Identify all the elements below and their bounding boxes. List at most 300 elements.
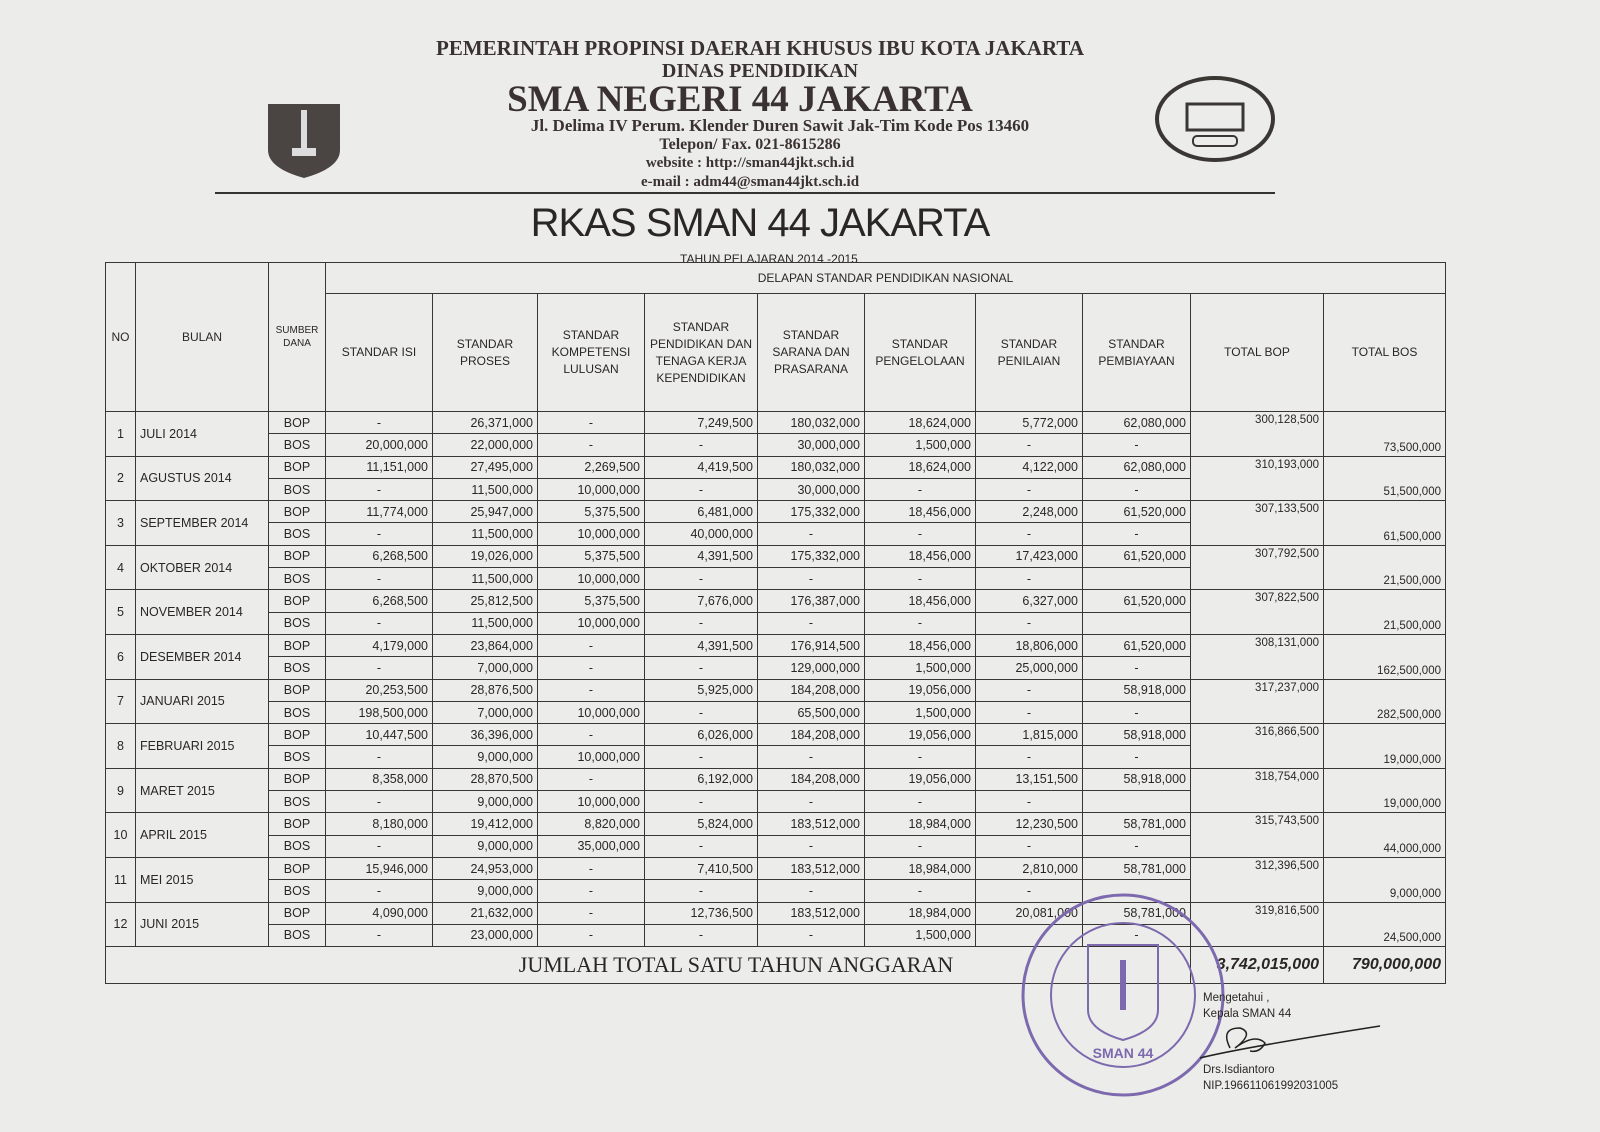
value-cell: 4,391,500 — [645, 545, 758, 567]
value-cell: 18,456,000 — [865, 501, 976, 523]
value-cell: 10,000,000 — [538, 612, 645, 634]
value-cell: - — [538, 902, 645, 924]
source-label: BOS — [269, 612, 326, 634]
total-bop-cell: 308,131,000 — [1191, 634, 1324, 679]
value-cell: 58,781,000 — [1083, 902, 1191, 924]
value-cell: - — [758, 924, 865, 946]
table-row-bop — [106, 679, 1446, 701]
row-number: 8 — [106, 724, 136, 769]
row-month: AGUSTUS 2014 — [136, 456, 269, 501]
value-cell: 18,624,000 — [865, 456, 976, 478]
value-cell: - — [758, 612, 865, 634]
value-cell: 10,000,000 — [538, 568, 645, 590]
value-cell: 27,495,000 — [433, 456, 538, 478]
value-cell: 7,249,500 — [645, 412, 758, 434]
value-cell: - — [758, 746, 865, 768]
source-label: BOP — [269, 545, 326, 567]
source-label: BOS — [269, 791, 326, 813]
document-title — [0, 200, 1600, 246]
table-row-bop — [106, 902, 1446, 924]
value-cell: 40,000,000 — [645, 523, 758, 545]
total-bop-cell: 317,237,000 — [1191, 679, 1324, 724]
value-cell: 61,520,000 — [1083, 545, 1191, 567]
total-bos-cell: 19,000,000 — [1324, 768, 1446, 813]
value-cell: 23,000,000 — [433, 924, 538, 946]
value-cell: 184,208,000 — [758, 679, 865, 701]
source-label: BOS — [269, 657, 326, 679]
value-cell: 7,000,000 — [433, 657, 538, 679]
value-cell: 58,781,000 — [1083, 857, 1191, 879]
source-label: BOP — [269, 412, 326, 434]
value-cell: 1,500,000 — [865, 657, 976, 679]
total-bos-cell: 19,000,000 — [1324, 724, 1446, 769]
grand-total-row — [106, 947, 1446, 984]
value-cell: 18,624,000 — [865, 412, 976, 434]
value-cell: 19,056,000 — [865, 679, 976, 701]
value-cell: 6,192,000 — [645, 768, 758, 790]
value-cell: 180,032,000 — [758, 412, 865, 434]
value-cell: 19,412,000 — [433, 813, 538, 835]
source-label: BOP — [269, 590, 326, 612]
phone-line: Telepon/ Fax. 021-8615286 — [659, 136, 841, 153]
value-cell: 8,358,000 — [326, 768, 433, 790]
value-cell: - — [865, 568, 976, 590]
value-cell: - — [326, 835, 433, 857]
value-cell: 19,056,000 — [865, 768, 976, 790]
total-bop-cell: 316,866,500 — [1191, 724, 1324, 769]
value-cell: 58,918,000 — [1083, 768, 1191, 790]
government-line: PEMERINTAH PROPINSI DAERAH KHUSUS IBU KOTA JAKARTA — [436, 36, 1084, 60]
header-group: DELAPAN STANDAR PENDIDIKAN NASIONAL — [326, 263, 1446, 294]
value-cell: 58,918,000 — [1083, 724, 1191, 746]
value-cell: 183,512,000 — [758, 902, 865, 924]
total-bos-cell: 21,500,000 — [1324, 545, 1446, 590]
value-cell: 10,000,000 — [538, 478, 645, 500]
source-label: BOP — [269, 679, 326, 701]
value-cell: 18,456,000 — [865, 590, 976, 612]
email-line: e-mail : adm44@sman44jkt.sch.id — [640, 174, 860, 190]
website-line: website : http://sman44jkt.sch.id — [645, 155, 855, 171]
value-cell: 24,953,000 — [433, 857, 538, 879]
header-sumber-dana: SUMBER DANA — [269, 263, 326, 412]
value-cell: 5,375,500 — [538, 501, 645, 523]
total-bop-cell: 312,396,500 — [1191, 857, 1324, 902]
value-cell: - — [865, 835, 976, 857]
source-label: BOP — [269, 813, 326, 835]
value-cell: 8,820,000 — [538, 813, 645, 835]
approval-line-1: Mengetahui , — [1203, 992, 1270, 1004]
total-bos-cell: 282,500,000 — [1324, 679, 1446, 724]
value-cell: 19,026,000 — [433, 545, 538, 567]
value-cell: 183,512,000 — [758, 813, 865, 835]
value-cell: 9,000,000 — [433, 835, 538, 857]
table-row-bop — [106, 412, 1446, 434]
value-cell: - — [326, 657, 433, 679]
source-label: BOS — [269, 746, 326, 768]
total-bop-cell: 319,816,500 — [1191, 902, 1324, 947]
value-cell: 22,000,000 — [433, 434, 538, 456]
header-bulan: BULAN — [136, 263, 269, 412]
value-cell: 4,391,500 — [645, 634, 758, 656]
value-cell: 20,253,500 — [326, 679, 433, 701]
value-cell: - — [538, 857, 645, 879]
value-cell: 2,810,000 — [976, 857, 1083, 879]
table-row-bop — [106, 857, 1446, 879]
value-cell: - — [645, 612, 758, 634]
value-cell: - — [538, 679, 645, 701]
source-label: BOS — [269, 924, 326, 946]
value-cell: - — [326, 412, 433, 434]
row-number: 2 — [106, 456, 136, 501]
value-cell: 10,000,000 — [538, 523, 645, 545]
value-cell: 6,481,000 — [645, 501, 758, 523]
source-label: BOP — [269, 501, 326, 523]
value-cell: 176,914,500 — [758, 634, 865, 656]
principal-name: Drs.Isdiantoro — [1203, 1064, 1275, 1076]
table-row-bop — [106, 501, 1446, 523]
value-cell: 11,774,000 — [326, 501, 433, 523]
value-cell: 13,151,500 — [976, 768, 1083, 790]
value-cell: 6,327,000 — [976, 590, 1083, 612]
value-cell: 58,918,000 — [1083, 679, 1191, 701]
value-cell: 35,000,000 — [538, 835, 645, 857]
total-bop-cell: 310,193,000 — [1191, 456, 1324, 501]
table-row-bop — [106, 456, 1446, 478]
value-cell: - — [538, 412, 645, 434]
source-label: BOP — [269, 768, 326, 790]
official-stamp — [1018, 890, 1228, 1100]
value-cell: - — [976, 679, 1083, 701]
value-cell: 18,984,000 — [865, 857, 976, 879]
table-row-bop — [106, 768, 1446, 790]
value-cell: - — [1083, 924, 1191, 946]
table-row-bop — [106, 724, 1446, 746]
value-cell: - — [1083, 657, 1191, 679]
value-cell: 6,268,500 — [326, 590, 433, 612]
value-cell: 9,000,000 — [433, 880, 538, 902]
value-cell: - — [645, 568, 758, 590]
school-name: SMA NEGERI 44 JAKARTA — [507, 79, 973, 120]
value-cell — [1083, 568, 1191, 590]
total-bos-cell: 24,500,000 — [1324, 902, 1446, 947]
value-cell: 6,268,500 — [326, 545, 433, 567]
value-cell: 20,000,000 — [326, 434, 433, 456]
value-cell: 58,781,000 — [1083, 813, 1191, 835]
row-month: OKTOBER 2014 — [136, 545, 269, 590]
value-cell: 18,984,000 — [865, 813, 976, 835]
value-cell: 8,180,000 — [326, 813, 433, 835]
row-number: 12 — [106, 902, 136, 947]
value-cell: 5,772,000 — [976, 412, 1083, 434]
value-cell: 129,000,000 — [758, 657, 865, 679]
value-cell: - — [758, 835, 865, 857]
total-bos-cell: 61,500,000 — [1324, 501, 1446, 546]
value-cell: 21,632,000 — [433, 902, 538, 924]
value-cell: 28,870,500 — [433, 768, 538, 790]
value-cell: - — [758, 523, 865, 545]
source-label: BOS — [269, 701, 326, 723]
header-no: NO — [106, 263, 136, 412]
value-cell: - — [645, 434, 758, 456]
header-standard: STANDAR KOMPETENSI LULUSAN — [538, 294, 645, 412]
total-bop-cell: 318,754,000 — [1191, 768, 1324, 813]
value-cell: 7,410,500 — [645, 857, 758, 879]
row-number: 11 — [106, 857, 136, 902]
total-bos-cell: 73,500,000 — [1324, 412, 1446, 457]
row-month: APRIL 2015 — [136, 813, 269, 858]
address-line: Jl. Delima IV Perum. Klender Duren Sawit Jak-Tim Kode Pos 13460 — [530, 116, 1030, 135]
value-cell: 176,387,000 — [758, 590, 865, 612]
value-cell: 61,520,000 — [1083, 634, 1191, 656]
value-cell: 175,332,000 — [758, 501, 865, 523]
header-standard: STANDAR PENGELOLAAN — [865, 294, 976, 412]
value-cell: 10,447,500 — [326, 724, 433, 746]
value-cell: 18,806,000 — [976, 634, 1083, 656]
header-standard: STANDAR PROSES — [433, 294, 538, 412]
total-bos-cell: 9,000,000 — [1324, 857, 1446, 902]
value-cell: 18,984,000 — [865, 902, 976, 924]
total-bop-cell: 307,822,500 — [1191, 590, 1324, 635]
total-bos-cell: 162,500,000 — [1324, 634, 1446, 679]
value-cell: 5,824,000 — [645, 813, 758, 835]
value-cell: 6,026,000 — [645, 724, 758, 746]
total-bop-cell: 307,133,500 — [1191, 501, 1324, 546]
header-standard: STANDAR SARANA DAN PRASARANA — [758, 294, 865, 412]
approval-block — [1203, 990, 1338, 1094]
value-cell: 4,122,000 — [976, 456, 1083, 478]
principal-nip: NIP.196611061992031005 — [1203, 1080, 1339, 1092]
approval-line-2: Kepala SMAN 44 — [1203, 1008, 1292, 1020]
row-month: SEPTEMBER 2014 — [136, 501, 269, 546]
table-row-bop — [106, 813, 1446, 835]
row-number: 7 — [106, 679, 136, 724]
row-number: 10 — [106, 813, 136, 858]
value-cell: - — [976, 880, 1083, 902]
source-label: BOP — [269, 857, 326, 879]
value-cell: - — [326, 612, 433, 634]
value-cell: 19,056,000 — [865, 724, 976, 746]
header-standard: STANDAR PENILAIAN — [976, 294, 1083, 412]
row-month: DESEMBER 2014 — [136, 634, 269, 679]
total-bos-cell: 51,500,000 — [1324, 456, 1446, 501]
row-number: 9 — [106, 768, 136, 813]
value-cell: 1,500,000 — [865, 924, 976, 946]
source-label: BOS — [269, 523, 326, 545]
value-cell: 180,032,000 — [758, 456, 865, 478]
value-cell: - — [645, 880, 758, 902]
value-cell: 4,090,000 — [326, 902, 433, 924]
grand-total-bos: 790,000,000 — [1324, 947, 1446, 984]
value-cell: 36,396,000 — [433, 724, 538, 746]
row-month: MARET 2015 — [136, 768, 269, 813]
total-bop-cell: 307,792,500 — [1191, 545, 1324, 590]
value-cell: 25,947,000 — [433, 501, 538, 523]
header-standard: STANDAR PENDIDIKAN DAN TENAGA KERJA KEPENDIDIKAN — [645, 294, 758, 412]
value-cell: - — [865, 791, 976, 813]
total-bop-cell: 315,743,500 — [1191, 813, 1324, 858]
value-cell: 10,000,000 — [538, 701, 645, 723]
source-label: BOS — [269, 880, 326, 902]
row-number: 6 — [106, 634, 136, 679]
row-number: 4 — [106, 545, 136, 590]
value-cell: - — [1083, 746, 1191, 768]
department-line: DINAS PENDIDIKAN — [661, 60, 859, 82]
source-label: BOS — [269, 568, 326, 590]
value-cell: - — [976, 612, 1083, 634]
value-cell: 7,000,000 — [433, 701, 538, 723]
grand-total-label: JUMLAH TOTAL SATU TAHUN ANGGARAN — [106, 947, 1191, 984]
value-cell: 61,520,000 — [1083, 590, 1191, 612]
value-cell: 1,500,000 — [865, 701, 976, 723]
value-cell: 10,000,000 — [538, 746, 645, 768]
grand-total-bop: 3,742,015,000 — [1191, 947, 1324, 984]
value-cell: 62,080,000 — [1083, 456, 1191, 478]
value-cell: 11,151,000 — [326, 456, 433, 478]
value-cell: 30,000,000 — [758, 434, 865, 456]
value-cell: 4,419,500 — [645, 456, 758, 478]
value-cell: 198,500,000 — [326, 701, 433, 723]
value-cell: - — [865, 478, 976, 500]
header-total-bos: TOTAL BOS — [1324, 294, 1446, 412]
value-cell: - — [758, 880, 865, 902]
value-cell: 184,208,000 — [758, 768, 865, 790]
value-cell: - — [538, 724, 645, 746]
value-cell: - — [326, 880, 433, 902]
value-cell: 183,512,000 — [758, 857, 865, 879]
value-cell: - — [326, 523, 433, 545]
value-cell: - — [976, 478, 1083, 500]
value-cell: 11,500,000 — [433, 523, 538, 545]
header-standard: STANDAR PEMBIAYAAN — [1083, 294, 1191, 412]
rkas-table — [105, 262, 1446, 984]
value-cell: 18,456,000 — [865, 634, 976, 656]
value-cell: - — [538, 924, 645, 946]
document-subtitle: TAHUN PELAJARAN 2014 -2015 — [680, 252, 858, 266]
value-cell: 10,000,000 — [538, 791, 645, 813]
value-cell: - — [865, 612, 976, 634]
value-cell: 28,876,500 — [433, 679, 538, 701]
value-cell: 9,000,000 — [433, 746, 538, 768]
school-logo — [1155, 76, 1275, 162]
row-month: FEBRUARI 2015 — [136, 724, 269, 769]
value-cell: 11,500,000 — [433, 568, 538, 590]
value-cell: - — [758, 568, 865, 590]
row-month: JANUARI 2015 — [136, 679, 269, 724]
value-cell: 65,500,000 — [758, 701, 865, 723]
value-cell: - — [976, 523, 1083, 545]
value-cell: - — [326, 478, 433, 500]
value-cell: - — [326, 568, 433, 590]
value-cell: - — [326, 746, 433, 768]
total-bos-cell: 21,500,000 — [1324, 590, 1446, 635]
source-label: BOS — [269, 478, 326, 500]
row-month: JUNI 2015 — [136, 902, 269, 947]
row-month: JULI 2014 — [136, 412, 269, 457]
value-cell: - — [538, 768, 645, 790]
value-cell: - — [326, 924, 433, 946]
value-cell: - — [1083, 523, 1191, 545]
table-row-bop — [106, 545, 1446, 567]
value-cell: 17,423,000 — [976, 545, 1083, 567]
value-cell: - — [1083, 478, 1191, 500]
value-cell: - — [865, 746, 976, 768]
value-cell: - — [865, 880, 976, 902]
value-cell: - — [645, 701, 758, 723]
value-cell: - — [976, 568, 1083, 590]
value-cell: - — [976, 835, 1083, 857]
value-cell: 1,500,000 — [865, 434, 976, 456]
value-cell: 184,208,000 — [758, 724, 865, 746]
header-total-bop: TOTAL BOP — [1191, 294, 1324, 412]
value-cell: 4,179,000 — [326, 634, 433, 656]
value-cell: - — [758, 791, 865, 813]
value-cell: - — [865, 523, 976, 545]
value-cell: - — [1083, 701, 1191, 723]
value-cell: - — [1083, 835, 1191, 857]
value-cell: 25,000,000 — [976, 657, 1083, 679]
source-label: BOP — [269, 902, 326, 924]
value-cell: - — [1083, 434, 1191, 456]
row-number: 1 — [106, 412, 136, 457]
value-cell: - — [976, 746, 1083, 768]
value-cell: 30,000,000 — [758, 478, 865, 500]
value-cell: - — [538, 434, 645, 456]
letterhead-divider — [215, 192, 1275, 194]
value-cell: - — [538, 657, 645, 679]
row-month: MEI 2015 — [136, 857, 269, 902]
title-text: RKAS SMAN 44 JAKARTA — [530, 201, 990, 245]
value-cell: 26,371,000 — [433, 412, 538, 434]
total-bop-cell: 300,128,500 — [1191, 412, 1324, 457]
value-cell: - — [645, 746, 758, 768]
value-cell — [1083, 791, 1191, 813]
value-cell: 9,000,000 — [433, 791, 538, 813]
row-number: 3 — [106, 501, 136, 546]
value-cell: - — [645, 657, 758, 679]
source-label: BOP — [269, 724, 326, 746]
value-cell — [1083, 612, 1191, 634]
value-cell: - — [645, 791, 758, 813]
value-cell: - — [976, 701, 1083, 723]
value-cell: - — [645, 478, 758, 500]
value-cell: - — [976, 434, 1083, 456]
value-cell: 1,815,000 — [976, 724, 1083, 746]
value-cell: 2,248,000 — [976, 501, 1083, 523]
value-cell: 15,946,000 — [326, 857, 433, 879]
value-cell: 2,269,500 — [538, 456, 645, 478]
stamp-center-text: SMAN 44 — [1092, 1045, 1154, 1061]
value-cell: 175,332,000 — [758, 545, 865, 567]
value-cell: 11,500,000 — [433, 612, 538, 634]
table-row-bop — [106, 590, 1446, 612]
table-row-bop — [106, 634, 1446, 656]
value-cell: - — [538, 634, 645, 656]
source-label: BOP — [269, 456, 326, 478]
value-cell: 7,676,000 — [645, 590, 758, 612]
value-cell: - — [645, 835, 758, 857]
value-cell: 5,375,500 — [538, 590, 645, 612]
jakarta-crest-logo — [260, 92, 348, 180]
value-cell: - — [538, 880, 645, 902]
value-cell: - — [645, 924, 758, 946]
value-cell: 11,500,000 — [433, 478, 538, 500]
total-bos-cell: 44,000,000 — [1324, 813, 1446, 858]
row-month: NOVEMBER 2014 — [136, 590, 269, 635]
source-label: BOS — [269, 835, 326, 857]
row-number: 5 — [106, 590, 136, 635]
value-cell: 25,812,500 — [433, 590, 538, 612]
value-cell: - — [326, 791, 433, 813]
